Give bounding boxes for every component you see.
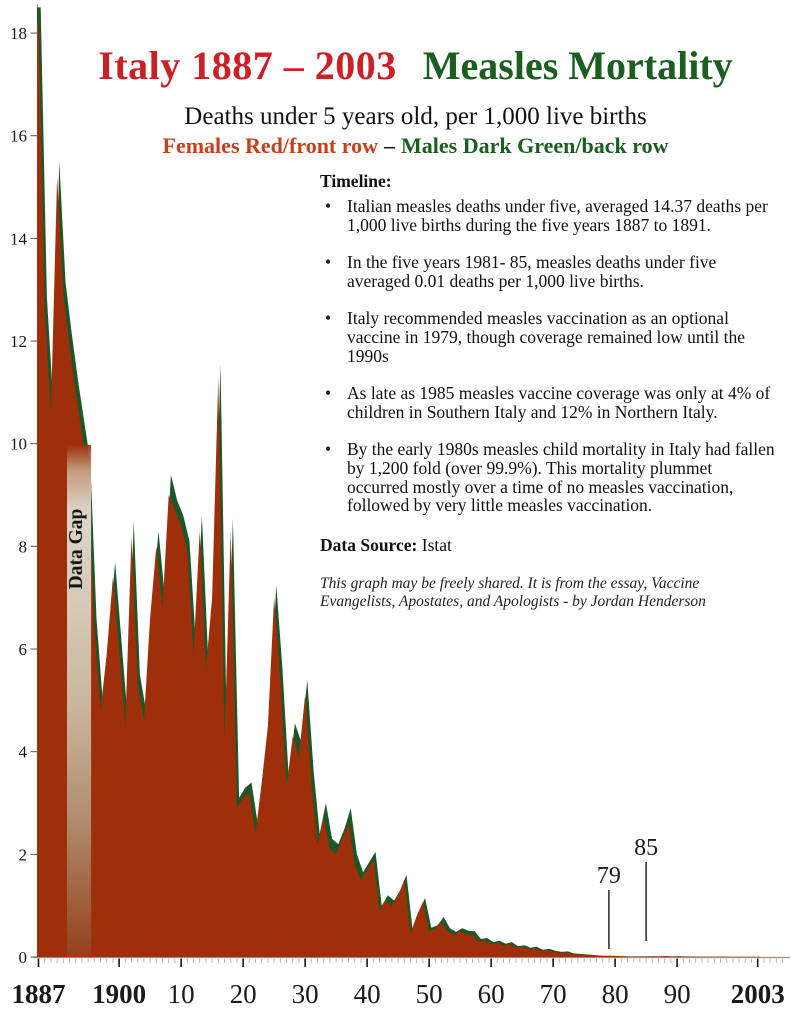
y-axis-tick-label: 0 [18, 948, 27, 967]
data-source-line [320, 535, 776, 556]
legend-males-label: Males Dark Green/back row [401, 133, 669, 158]
x-axis-tick-label: 1887 [11, 979, 66, 1009]
timeline-panel [320, 171, 776, 612]
timeline-heading: Timeline: [320, 171, 392, 191]
data-source-value: Istat [421, 534, 452, 555]
x-axis-tick-label: 40 [353, 979, 381, 1009]
series-legend-line [40, 133, 791, 159]
y-axis-tick-label: 8 [18, 537, 27, 557]
annotation-label-85: 85 [634, 835, 659, 861]
y-axis-tick-label: 10 [10, 434, 27, 454]
y-axis-tick-label: 2 [18, 845, 27, 865]
timeline-bullet-1: • Italian measles deaths under five, averaged 14.37 deaths per 1,000 live births during the five years 1887 to 1891. [320, 197, 776, 234]
data-source-label: Data Source: [320, 534, 418, 555]
x-axis-tick-label: 2003 [730, 979, 785, 1009]
x-axis-tick-label: 90 [663, 979, 691, 1009]
y-axis-tick-label: 4 [18, 742, 27, 762]
x-axis-tick-label: 60 [477, 979, 505, 1009]
x-axis-tick-label: 1900 [92, 979, 147, 1009]
y-axis-tick-label: 16 [10, 126, 27, 146]
title-measles-mortality: Measles Mortality [422, 43, 733, 88]
y-axis-tick-label: 18 [10, 24, 27, 44]
title-italy-years: Italy 1887 – 2003 [98, 43, 397, 88]
x-axis-tick-label: 30 [291, 979, 319, 1009]
page-title [40, 42, 791, 89]
timeline-bullet-5: • By the early 1980s measles child mortality in Italy had fallen by 1,200 fold (over 99.9%). This mortality plummet occurred mostly over a time of no measles vaccination, followed by very little measles vaccination. [320, 440, 776, 514]
x-axis-tick-label: 10 [167, 979, 195, 1009]
y-axis-tick-label: 12 [10, 332, 27, 352]
legend-females-label: Females Red/front row [162, 133, 379, 158]
share-footnote: This graph may be freely shared. It is from the essay, Vaccine Evangelists, Apostates, and Apologists - by Jordan Henderson [320, 574, 706, 611]
x-axis-tick-label: 70 [539, 979, 567, 1009]
timeline-bullet-2: • In the five years 1981- 85, measles deaths under five averaged 0.01 deaths per 1,000 live births. [320, 253, 776, 290]
legend-separator: – [384, 133, 396, 158]
x-axis-tick-label: 20 [229, 979, 257, 1009]
chart-subtitle: Deaths under 5 years old, per 1,000 live births [184, 103, 647, 130]
timeline-bullet-4: • As late as 1985 measles vaccine coverage was only at 4% of children in Southern Italy and 12% in Northern Italy. [320, 384, 776, 421]
x-axis-tick-label: 80 [601, 979, 629, 1009]
data-gap-label: Data Gap [66, 508, 88, 590]
y-axis-tick-label: 14 [10, 229, 27, 249]
annotation-label-79: 79 [596, 863, 621, 889]
y-axis-tick-label: 6 [18, 640, 27, 660]
timeline-bullet-3: • Italy recommended measles vaccination as an optional vaccine in 1979, though coverage remained low until the 1990s [320, 309, 776, 365]
x-axis-tick-label: 50 [415, 979, 443, 1009]
